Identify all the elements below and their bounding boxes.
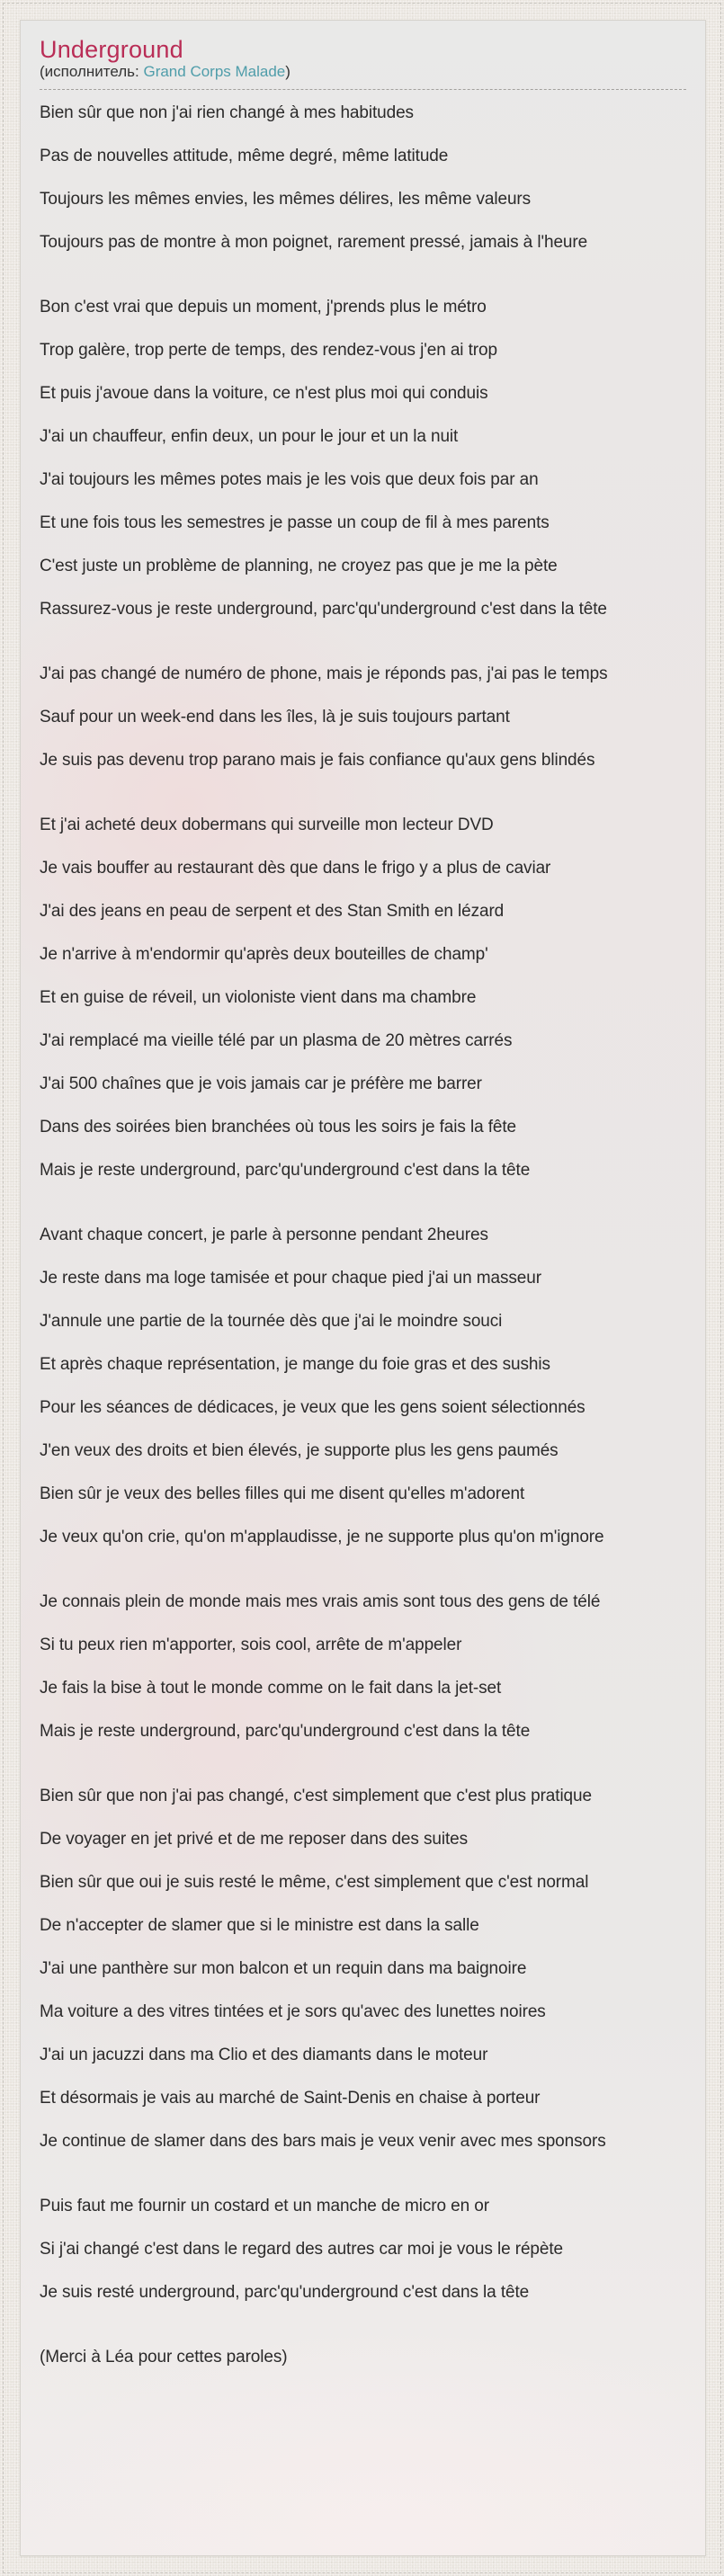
- content-card: [20, 20, 706, 2556]
- artist-line: [40, 63, 686, 81]
- lyric-line: Toujours pas de montre à mon poignet, rarement pressé, jamais à l'heure: [40, 233, 588, 252]
- artist-link[interactable]: Grand Corps Malade: [143, 63, 286, 80]
- lyric-line: Je fais la bise à tout le monde comme on le fait dans la jet-set: [40, 1679, 502, 1698]
- lyric-line: Et désormais je vais au marché de Saint-Denis en chaise à porteur: [40, 2089, 541, 2108]
- lyric-line: Je vais bouffer au restaurant dès que dans le frigo y a plus de caviar: [40, 859, 551, 878]
- lyric-line: Sauf pour un week-end dans les îles, là je suis toujours partant: [40, 708, 510, 726]
- footer-credit: (Merci à Léa pour cettes paroles): [40, 2348, 288, 2367]
- stanza: [40, 2196, 686, 2304]
- lyric-line: Je reste dans ma loge tamisée et pour chaque pied j'ai un masseur: [40, 1269, 541, 1288]
- lyric-line: C'est juste un problème de planning, ne croyez pas que je me la pète: [40, 557, 558, 575]
- lyric-line: Si j'ai changé c'est dans le regard des autres car moi je vous le répète: [40, 2240, 563, 2259]
- lyric-line: Mais je reste underground, parc'qu'underground c'est dans la tête: [40, 1722, 531, 1741]
- stanza: [40, 1591, 686, 1743]
- lyric-line: Et j'ai acheté deux dobermans qui surveille mon lecteur DVD: [40, 816, 494, 834]
- lyrics: [40, 103, 686, 2304]
- stanza: [40, 1786, 686, 2153]
- lyric-line: Et en guise de réveil, un violoniste vient dans ma chambre: [40, 988, 477, 1007]
- lyric-line: J'ai un chauffeur, enfin deux, un pour le jour et un la nuit: [40, 427, 459, 446]
- lyric-line: Je suis resté underground, parc'qu'underground c'est dans la tête: [40, 2283, 530, 2302]
- lyric-line: Rassurez-vous je reste underground, parc'qu'underground c'est dans la tête: [40, 600, 607, 619]
- song-title: Underground: [40, 36, 183, 63]
- lyric-line: Je connais plein de monde mais mes vrais amis sont tous des gens de télé: [40, 1592, 601, 1611]
- lyric-line: Et une fois tous les semestres je passe un coup de fil à mes parents: [40, 513, 550, 532]
- lyric-line: Toujours les mêmes envies, les mêmes délires, les même valeurs: [40, 190, 532, 209]
- lyric-line: J'ai pas changé de numéro de phone, mais je réponds pas, j'ai pas le temps: [40, 664, 608, 683]
- stanza: [40, 664, 686, 771]
- lyric-line: De n'accepter de slamer que si le ministre est dans la salle: [40, 1916, 479, 1935]
- lyric-line: Avant chaque concert, je parle à personne pendant 2heures: [40, 1226, 488, 1244]
- lyric-line: Puis faut me fournir un costard et un manche de micro en or: [40, 2197, 489, 2215]
- lyric-line: Je continue de slamer dans des bars mais je veux venir avec mes sponsors: [40, 2132, 606, 2151]
- lyric-line: J'ai un jacuzzi dans ma Clio et des diamants dans le moteur: [40, 2046, 488, 2064]
- lyric-line: J'annule une partie de la tournée dès que j'ai le moindre souci: [40, 1312, 503, 1331]
- lyric-line: J'ai une panthère sur mon balcon et un requin dans ma baignoire: [40, 1959, 527, 1978]
- lyric-line: Ma voiture a des vitres tintées et je sors qu'avec des lunettes noires: [40, 2002, 546, 2021]
- stanza: [40, 103, 686, 254]
- lyric-line: Je suis pas devenu trop parano mais je fais confiance qu'aux gens blindés: [40, 751, 595, 770]
- lyric-line: Bien sûr que non j'ai rien changé à mes habitudes: [40, 103, 414, 122]
- lyric-line: Mais je reste underground, parc'qu'underground c'est dans la tête: [40, 1161, 531, 1180]
- header-separator: [40, 89, 686, 90]
- lyric-line: Pas de nouvelles attitude, même degré, même latitude: [40, 147, 449, 165]
- lyric-line: J'ai des jeans en peau de serpent et des Stan Smith en lézard: [40, 902, 505, 921]
- lyric-line: J'ai 500 chaînes que je vois jamais car je préfère me barrer: [40, 1074, 482, 1093]
- lyric-line: Je veux qu'on crie, qu'on m'applaudisse, je ne supporte plus qu'on m'ignore: [40, 1528, 604, 1546]
- lyric-line: Trop galère, trop perte de temps, des rendez-vous j'en ai trop: [40, 341, 497, 360]
- artist-label-close: ): [285, 63, 290, 80]
- lyric-line: J'ai toujours les mêmes potes mais je les vois que deux fois par an: [40, 470, 539, 489]
- lyric-line: De voyager en jet privé et de me reposer dans des suites: [40, 1830, 468, 1849]
- stanza: [40, 815, 686, 1181]
- lyric-line: Bon c'est vrai que depuis un moment, j'prends plus le métro: [40, 298, 487, 316]
- lyric-line: Bien sûr je veux des belles filles qui me disent qu'elles m'adorent: [40, 1484, 525, 1503]
- stanza: [40, 1225, 686, 1548]
- lyric-line: Et après chaque représentation, je mange du foie gras et des sushis: [40, 1355, 550, 1374]
- stanza: [40, 297, 686, 620]
- lyric-line: Pour les séances de dédicaces, je veux que les gens soient sélectionnés: [40, 1398, 585, 1417]
- lyric-line: Bien sûr que non j'ai pas changé, c'est simplement que c'est plus pratique: [40, 1787, 592, 1805]
- lyric-line: J'ai remplacé ma vieille télé par un plasma de 20 mètres carrés: [40, 1031, 513, 1050]
- lyric-line: J'en veux des droits et bien élevés, je supporte plus les gens paumés: [40, 1441, 559, 1460]
- lyric-line: Si tu peux rien m'apporter, sois cool, arrête de m'appeler: [40, 1636, 462, 1654]
- lyric-line: Et puis j'avoue dans la voiture, ce n'est plus moi qui conduis: [40, 384, 488, 403]
- artist-label-open: (исполнитель:: [40, 63, 144, 80]
- lyric-line: Dans des soirées bien branchées où tous les soirs je fais la fête: [40, 1118, 517, 1136]
- lyric-line: Bien sûr que oui je suis resté le même, c'est simplement que c'est normal: [40, 1873, 589, 1892]
- lyric-line: Je n'arrive à m'endormir qu'après deux bouteilles de champ': [40, 945, 488, 964]
